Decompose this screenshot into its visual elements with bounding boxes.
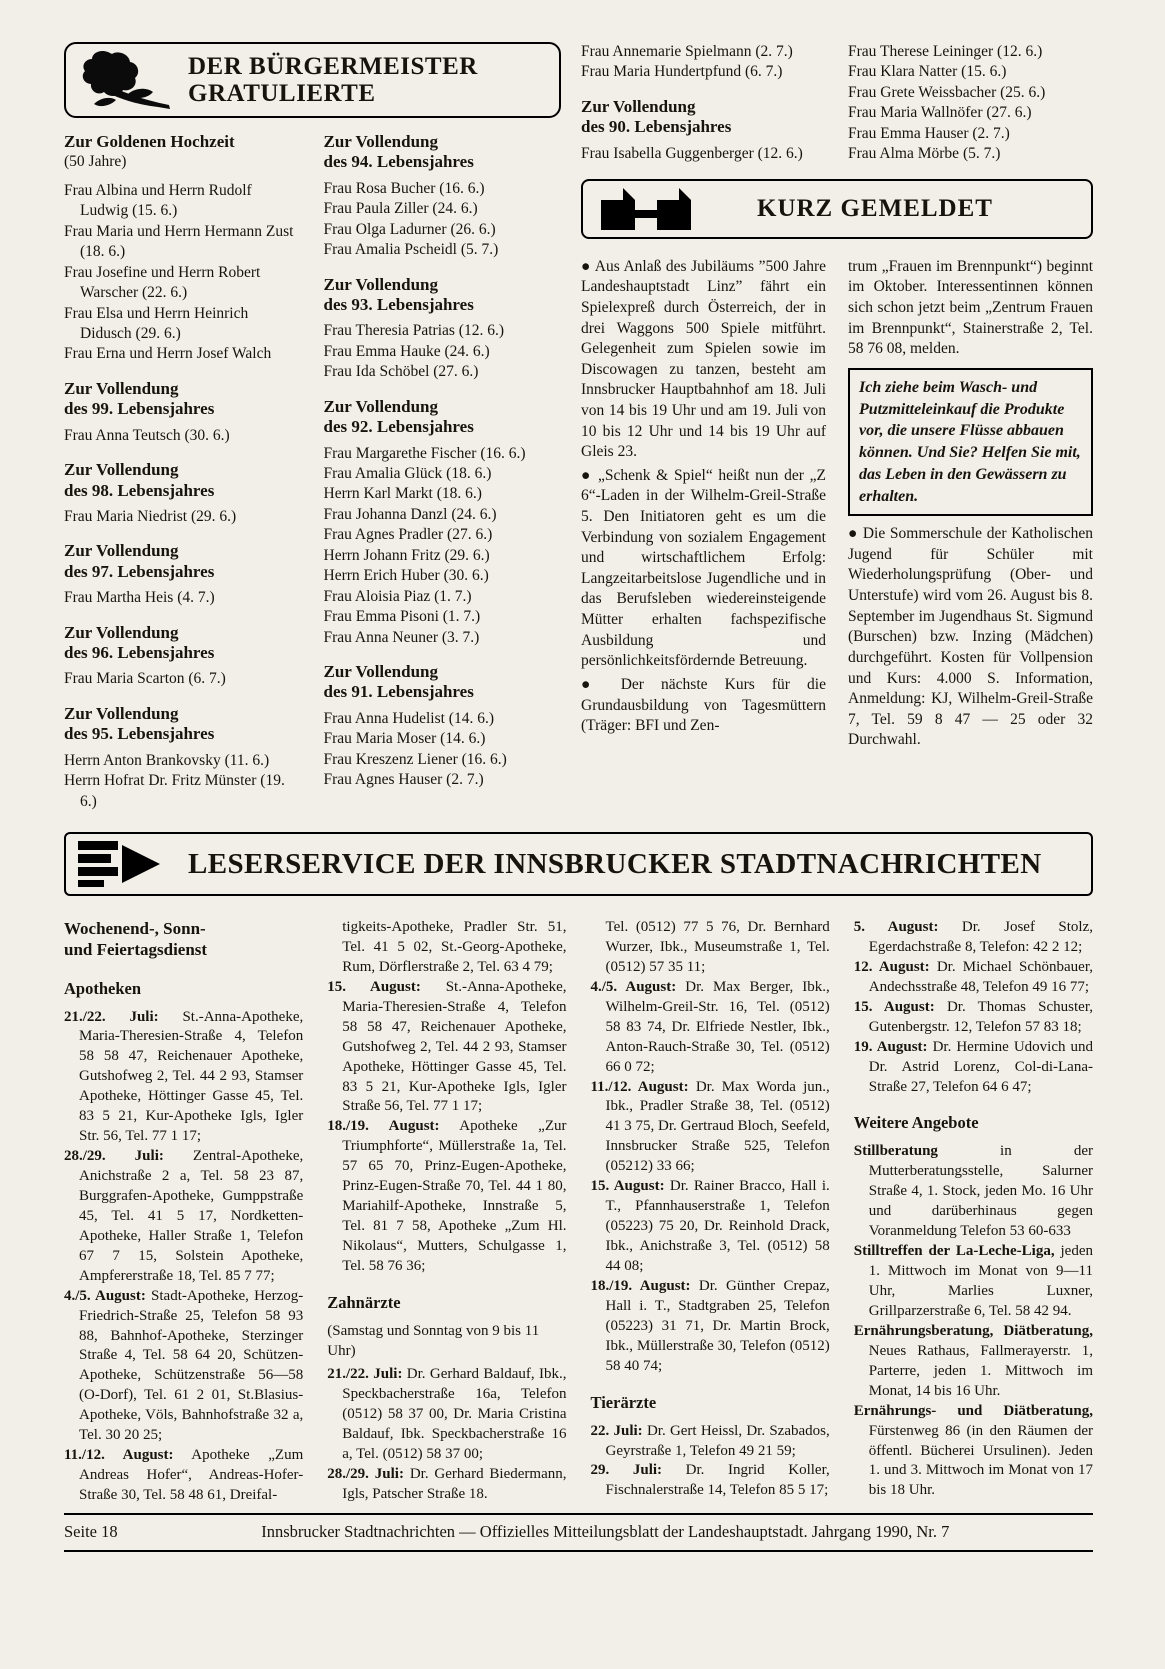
gratulierte-columns-right	[581, 42, 1093, 165]
gratulierte-line: Frau Martha Heis (4. 7.)	[64, 589, 215, 607]
service-text: Dr. Thomas Schuster, Gutenbergstr. 12, Telefon 57 83 18;	[868, 998, 1093, 1035]
service-block	[64, 1008, 303, 1148]
gratulierte-line: Herrn Hofrat Dr. Fritz Münster (19. 6.)	[64, 772, 285, 810]
gratulierte-line: Frau Theresia Patrias (12. 6.)	[323, 322, 504, 340]
gratulierte-line: Frau Maria und Herrn Hermann Zust (18. 6.)	[64, 222, 294, 261]
gratulierte-line: Frau Agnes Pradler (27. 6.)	[323, 526, 493, 544]
service-text: (Samstag und Sonntag von 9 bis 11 Uhr)	[327, 1322, 540, 1359]
service-lead: Stilltreffen der La-Leche-Liga,	[853, 1243, 1055, 1260]
gratulierte-line: Frau Agnes Hauser (2. 7.)	[323, 771, 484, 789]
service-column-4	[854, 918, 1093, 1506]
gratulierte-line: Frau Kreszenz Liener (16. 6.)	[323, 750, 507, 768]
gratulierte-line: Frau Maria Niedrist (29. 6.)	[64, 507, 237, 525]
service-block	[854, 1142, 1093, 1242]
service-text: Dr. Gerhard Biedermann, Igls, Patscher Straße 18.	[342, 1466, 567, 1503]
service-text: jeden 1. Mittwoch im Monat von 9—11 Uhr, Marlies Luxner, Grillparzerstraße 6, Tel. 58 42 94.	[868, 1243, 1093, 1319]
service-lead: 5. August:	[853, 919, 939, 935]
service-block	[854, 1322, 1093, 1402]
gratulierte-line: Zur Goldenen Hochzeit	[64, 132, 235, 151]
service-column-3	[591, 918, 830, 1506]
gratulierte-line: Zur Vollendung	[64, 703, 179, 723]
news-paragraph: trum „Frauen im Brennpunkt“) beginnt im Oktober. Interessentinnen können sich schon jetzt beim „Zentrum Frauen im Brennpunkt“, Stainerstraße 2, Tel. 58 76 08, melden.	[848, 257, 1093, 358]
gratulierte-line: Frau Maria Moser (14. 6.)	[323, 730, 486, 748]
service-block	[854, 1038, 1093, 1098]
service-text: Dr. Gert Heissl, Dr. Szabados, Geyrstraße 1, Telefon 49 21 59;	[605, 1422, 830, 1459]
gratulierte-line: des 91. Lebensjahres	[323, 682, 474, 702]
service-column-2	[327, 918, 566, 1506]
news-paragraph: Ich ziehe beim Wasch- und Putzmitteleinkauf die Produkte vor, die unsere Flüsse abbauen können. Und Sie? Helfen Sie mit, das Leben in den Gewässern zu erhalten.	[848, 368, 1093, 517]
gratulierte-line: des 98. Lebensjahres	[64, 480, 215, 500]
service-block	[327, 1117, 566, 1277]
news-paragraph: ● „Schenk & Spiel“ heißt nun der „Z 6“-Laden in der Wilhelm-Greil-Straße 5. Den Initiatoren geht es um die Verbindung von sozialem Engagement und wirtschaftlichem Erfolg: Langzeitarbeitslose Jugendliche und in das Berufsleben wiedereinsteigende Mütter erhalten fachspezifische Ausbildung und persönlichkeitsfördernde Betreuung.	[581, 466, 826, 670]
service-block	[64, 1287, 303, 1447]
service-lead: Wochenend-, Sonn-	[64, 919, 206, 938]
service-text: Dr. Josef Stolz, Egerdachstraße 8, Telefon: 42 2 12;	[868, 919, 1093, 955]
service-block	[591, 918, 830, 978]
kurz-gemeldet-columns	[581, 257, 1093, 754]
service-block	[591, 1461, 830, 1501]
buergermeister-header-box	[64, 42, 561, 118]
service-text: Dr. Max Worda jun., Ibk., Pradler Straße 38, Tel. (0512) 41 3 75, Dr. Gertraud Bloch, Seefeld, Innsbrucker Straße 525, Telefon (05212) 33 66;	[605, 1078, 830, 1175]
service-text: Dr. Gerhard Baldauf, Ibk., Speckbacherstraße 16a, Telefon (0512) 58 37 00, Dr. Maria Cristina Baldauf, Ibk. Speckbacherstraße 16 a, Tel. (0512) 58 37 00;	[342, 1366, 567, 1463]
gratulierte-line: des 90. Lebensjahres	[581, 117, 732, 137]
section-title-buergermeister	[188, 53, 478, 107]
gratulierte-line: Frau Anna Teutsch (30. 6.)	[64, 426, 230, 444]
service-block	[591, 1393, 830, 1413]
gratulierte-line: Frau Isabella Guggenberger (12. 6.)	[581, 144, 803, 162]
service-text: Dr. Hermine Udovich und Dr. Astrid Lorenz, Col-di-Lana-Straße 27, Telefon 64 6 47;	[868, 1038, 1093, 1095]
gratulierte-line: des 96. Lebensjahres	[64, 643, 215, 663]
service-block	[327, 918, 566, 978]
kurz-column-a	[581, 257, 826, 754]
service-lead: 21./22. Juli:	[327, 1366, 403, 1383]
service-text: Dr. Rainer Bracco, Hall i. T., Pfannhauserstraße 1, Telefon (05223) 75 20, Dr. Reinhold Drack, Ibk., Anichstraße 3, Tel. (0512) 58 44 08;	[605, 1178, 830, 1274]
page-footer	[64, 1513, 1093, 1552]
gratulierte-line: (50 Jahre)	[64, 153, 127, 171]
service-lead: 11./12. August:	[590, 1078, 689, 1095]
gratulierte-line: Zur Vollendung	[323, 132, 439, 151]
gratulierte-line: des 94. Lebensjahres	[323, 152, 474, 172]
gratulierte-line: Frau Annemarie Spielmann (2. 7.)	[581, 43, 793, 60]
gratulierte-line: Frau Olga Ladurner (26. 6.)	[323, 220, 496, 238]
section-title-leserservice: LESERSERVICE DER INNSBRUCKER STADTNACHRICHTEN	[188, 847, 1042, 880]
gratulierte-section	[64, 42, 561, 812]
gratulierte-line: Frau Anna Neuner (3. 7.)	[323, 628, 480, 646]
kurz-gemeldet-header-box	[581, 179, 1093, 239]
service-lead: 18./19. August:	[590, 1277, 691, 1294]
service-lead: 4./5. August:	[590, 978, 677, 995]
service-block	[64, 1446, 303, 1506]
gratulierte-column-4	[848, 42, 1093, 165]
service-block	[591, 1422, 830, 1462]
gratulierte-line: Frau Grete Weissbacher (25. 6.)	[848, 83, 1046, 101]
service-lead: 18./19. August:	[327, 1118, 440, 1135]
service-lead: 15. August:	[327, 978, 421, 995]
gratulierte-line: Zur Vollendung	[64, 378, 179, 398]
gratulierte-line: Frau Therese Leininger (12. 6.)	[848, 43, 1043, 60]
news-paragraph: ● Der nächste Kurs für die Grundausbildung von Tagesmüttern (Träger: BFI und Zen-	[581, 675, 826, 735]
service-lead: 28./29. Juli:	[327, 1466, 404, 1483]
service-text: Dr. Ingrid Koller, Fischnalerstraße 14, Telefon 85 5 17;	[605, 1462, 830, 1499]
service-lead: 15. August:	[853, 998, 935, 1015]
gratulierte-line: Frau Amalia Glück (18. 6.)	[323, 464, 492, 482]
flag-arrow-icon	[76, 839, 168, 889]
service-block	[327, 978, 566, 1118]
gratulierte-line: Herrn Erich Huber (30. 6.)	[323, 567, 489, 585]
service-block	[854, 1402, 1093, 1502]
section-title-kurz-gemeldet: KURZ GEMELDET	[757, 194, 993, 222]
gratulierte-line: des 97. Lebensjahres	[64, 561, 215, 581]
service-block	[64, 918, 303, 939]
service-text: Apotheke „Zum Andreas Hofer“, Andreas-Hofer-Straße 30, Tel. 58 48 61, Dreifal-	[79, 1447, 304, 1503]
gratulierte-line: Zur Vollendung	[581, 96, 696, 116]
news-paragraph: ● Aus Anlaß des Jubiläums ”500 Jahre Landeshauptstadt Linz” fährt ein Spielexpreß durch Österreich, der in drei Waggons 500 Spiele mitführt. Gelegenheit zum Spielen sowie im Discowagen zu tanzen, besteht am Innsbrucker Hauptbahnhof am 18. Juli von 14 bis 19 Uhr und am 19. Juli von 10 bis 12 Uhr und 14 bis 19 Uhr auf Gleis 23.	[581, 257, 826, 461]
gratulierte-line: Frau Elsa und Herrn Heinrich Didusch (29. 6.)	[64, 304, 249, 343]
service-lead: Tierärzte	[590, 1392, 657, 1412]
gratulierte-columns-left	[64, 132, 561, 812]
houses-icon	[597, 186, 701, 232]
gratulierte-line: des 92. Lebensjahres	[323, 417, 474, 437]
gratulierte-line: des 99. Lebensjahres	[64, 399, 215, 419]
service-text: Apotheke „Zur Triumphforte“, Müllerstraße 1a, Tel. 57 65 70, Prinz-Eugen-Apotheke, Prinz-Eugen-Straße 70, Tel. 44 1 80, Mariahilf-Apotheke, Innstraße 5, Tel. 81 7 58, Apotheke „Zum Hl. Nikolaus“, Mutters, Schulgasse 1, Tel. 58 76 36;	[342, 1118, 567, 1274]
service-text: St.-Anna-Apotheke, Maria-Theresien-Straße 4, Telefon 58 58 47, Reichenauer Apotheke, Gutshofweg 2, Tel. 44 2 93, Stamser Apotheke, Höttinger Gasse 45, Tel. 83 5 21, Kur-Apotheke Igls, Igler Str. 56, Tel. 77 1 17;	[79, 1008, 304, 1145]
service-lead: 29. Juli:	[590, 1462, 663, 1479]
service-lead: 4./5. August:	[64, 1287, 146, 1304]
gratulierte-line: Herrn Anton Brankovsky (11. 6.)	[64, 751, 270, 769]
service-block	[591, 1078, 830, 1178]
kurz-column-b	[848, 257, 1093, 754]
gratulierte-line: Frau Rosa Bucher (16. 6.)	[323, 179, 485, 197]
service-text: Zentral-Apotheke, Anichstraße 2 a, Tel. 58 23 87, Burggrafen-Apotheke, Gumppstraße 45, Tel. 41 5 17, Nordketten-Apotheke, Haller Straße 1, Telefon 67 7 15, Solstein Apotheke, Ampfererstraße 18, Tel. 85 7 77;	[79, 1148, 304, 1284]
page-number: Seite 18	[64, 1522, 118, 1541]
gratulierte-line: Frau Paula Ziller (24. 6.)	[323, 200, 478, 218]
service-lead: 28./29. Juli:	[64, 1148, 164, 1165]
service-block	[854, 918, 1093, 958]
service-block	[64, 1147, 303, 1287]
leserservice-header-box	[64, 832, 1093, 896]
service-text: Dr. Günther Crepaz, Hall i. T., Stadtgraben 25, Telefon (05223) 31 71, Dr. Martin Brock, Ibk., Müllerstraße 30, Telefon (0512) 58 40 74;	[605, 1277, 830, 1374]
service-text: in der Mutterberatungsstelle, Salurner Straße 4, 1. Stock, jeden Mo. 16 Uhr und darüberhinaus gegen Voranmeldung Telefon 53 60-633	[868, 1143, 1093, 1240]
gratulierte-column-1	[64, 132, 302, 812]
service-text: Tel. (0512) 77 5 76, Dr. Bernhard Wurzer, Ibk., Museumstraße 1, Tel. (0512) 57 35 11;	[605, 919, 830, 975]
service-column-1	[64, 918, 303, 1506]
gratulierte-line: Frau Emma Hauser (2. 7.)	[848, 124, 1010, 142]
service-lead: 15. August:	[590, 1178, 665, 1195]
service-text: Fürstenweg 86 (in den Räumen der öffentl. Bücherei Ursulinen). Jeden 1. und 3. Mittwoch im Monat von 17 bis 18 Uhr.	[868, 1422, 1093, 1499]
service-block	[854, 1242, 1093, 1322]
gratulierte-line: Zur Vollendung	[64, 622, 179, 642]
news-paragraph: ● Die Sommerschule der Katholischen Jugend für Schüler mit Wiederholungsprüfung (Ober- und Unterstufe) wird vom 26. August bis 8. September im Jugendhaus St. Sigmund (Burschen) bzw. Inzing (Mädchen) durchgeführt. Kosten für Vollpension und Kurs: 4.000 S. Information, Anmeldung: KJ, Wilhelm-Greil-Straße 7, Tel. 59 8 47 — 25 oder 32 Durchwahl.	[848, 525, 1093, 749]
title-line-2: GRATULIERTE	[188, 80, 376, 107]
gratulierte-line: des 93. Lebensjahres	[323, 294, 474, 314]
gratulierte-line: Zur Vollendung	[323, 274, 439, 294]
gratulierte-line: Frau Emma Pisoni (1. 7.)	[323, 608, 481, 626]
service-text: St.-Anna-Apotheke, Maria-Theresien-Straße 4, Telefon 58 58 47, Reichenauer Apotheke, Gutshofweg 2, Tel. 44 2 93, Stamser Apotheke, Höttinger Gasse 45, Tel. 83 5 21, Kur-Apotheke Igls, Igler Straße 56, Tel. 77 1 17;	[342, 978, 567, 1115]
gratulierte-line: Frau Maria Wallnöfer (27. 6.)	[848, 104, 1032, 122]
service-lead: 22. Juli:	[590, 1422, 643, 1439]
gratulierte-line: Frau Erna und Herrn Josef Walch	[64, 345, 272, 363]
service-lead: 21./22. Juli:	[64, 1008, 159, 1025]
gratulierte-line: Frau Aloisia Piaz (1. 7.)	[323, 587, 472, 605]
gratulierte-line: Frau Josefine und Herrn Robert Warscher (22. 6.)	[64, 263, 261, 302]
gratulierte-column-2	[324, 132, 562, 812]
service-lead: Zahnärzte	[327, 1292, 401, 1312]
gratulierte-line: Frau Albina und Herrn Rudolf Ludwig (15. 6.)	[64, 181, 252, 220]
gratulierte-line: Frau Maria Hundertpfund (6. 7.)	[581, 63, 783, 81]
service-text: Neues Rathaus, Fallmerayerstr. 1, Parterre, jeden 1. Mittwoch im Monat, 14 bis 16 Uhr.	[868, 1342, 1093, 1399]
gratulierte-line: Frau Johanna Danzl (24. 6.)	[323, 505, 497, 523]
gratulierte-line: Zur Vollendung	[323, 662, 439, 682]
gratulierte-line: des 95. Lebensjahres	[64, 724, 215, 744]
service-block	[591, 1177, 830, 1277]
footer-issue-line: Innsbrucker Stadtnachrichten — Offizielles Mitteilungsblatt der Landeshauptstadt. Jahrgang 1990, Nr. 7	[261, 1522, 950, 1541]
gratulierte-line: Zur Vollendung	[64, 460, 179, 480]
gratulierte-column-3	[581, 42, 826, 165]
service-block	[327, 1293, 566, 1313]
service-lead: 12. August:	[853, 958, 930, 975]
service-block	[327, 1465, 566, 1505]
gratulierte-line: Zur Vollendung	[64, 541, 179, 561]
service-block	[854, 1113, 1093, 1133]
top-section	[64, 42, 1093, 812]
service-block	[854, 958, 1093, 998]
service-block	[64, 939, 303, 960]
gratulierte-line: Frau Alma Mörbe (5. 7.)	[848, 145, 1001, 163]
gratulierte-line: Frau Margarethe Fischer (16. 6.)	[323, 444, 526, 462]
service-lead: und Feiertagsdienst	[64, 940, 208, 960]
service-lead: Stillberatung	[853, 1143, 938, 1160]
rose-icon	[80, 50, 172, 110]
service-block	[64, 979, 303, 999]
gratulierte-line: Frau Anna Hudelist (14. 6.)	[323, 709, 494, 727]
right-section	[581, 42, 1093, 812]
service-text: tigkeits-Apotheke, Pradler Str. 51, Tel. 41 5 02, St.-Georg-Apotheke, Rum, Dörflerstraße 2, Tel. 63 4 79;	[342, 919, 567, 975]
service-block	[591, 1277, 830, 1377]
gratulierte-line: Frau Maria Scarton (6. 7.)	[64, 670, 226, 688]
service-block	[327, 1322, 566, 1362]
service-lead: Apotheken	[64, 978, 142, 998]
service-lead: Ernährungs- und Diätberatung,	[853, 1402, 1093, 1419]
gratulierte-line: Frau Klara Natter (15. 6.)	[848, 63, 1007, 81]
service-block	[327, 1365, 566, 1465]
service-lead: Ernährungsberatung, Diätberatung,	[853, 1322, 1093, 1339]
service-block	[591, 978, 830, 1078]
service-block	[854, 998, 1093, 1038]
gratulierte-line: Zur Vollendung	[323, 396, 439, 416]
service-lead: 19. August:	[853, 1038, 928, 1055]
gratulierte-line: Frau Ida Schöbel (27. 6.)	[323, 363, 479, 381]
title-line-1: DER BÜRGERMEISTER	[188, 53, 478, 80]
gratulierte-line: Herrn Karl Markt (18. 6.)	[323, 485, 482, 503]
gratulierte-line: Herrn Johann Fritz (29. 6.)	[323, 546, 490, 564]
service-section	[64, 918, 1093, 1506]
service-lead: Weitere Angebote	[853, 1113, 979, 1133]
gratulierte-line: Frau Emma Hauke (24. 6.)	[323, 342, 490, 360]
gratulierte-line: Frau Amalia Pscheidl (5. 7.)	[323, 241, 499, 259]
service-lead: 11./12. August:	[64, 1447, 174, 1464]
service-text: Dr. Max Berger, Ibk., Wilhelm-Greil-Str. 16, Tel. (0512) 58 83 74, Dr. Elfriede Nestler, Ibk., Anton-Rauch-Straße 30, Tel. (0512) 66 0 72;	[605, 978, 830, 1075]
service-text: Stadt-Apotheke, Herzog-Friedrich-Straße 25, Telefon 58 93 88, Bahnhof-Apotheke, Sterzinger Straße 4, Tel. 58 64 20, Schützen-Apotheke, Schützenstraße 56—58 (O-Dorf), Tel. 61 2 01, St.Blasius-Apotheke, Völs, Bahnhofstraße 32 a, Tel. 30 20 25;	[79, 1287, 304, 1444]
service-text: Dr. Michael Schönbauer, Andechsstraße 48, Telefon 49 16 77;	[868, 958, 1093, 995]
